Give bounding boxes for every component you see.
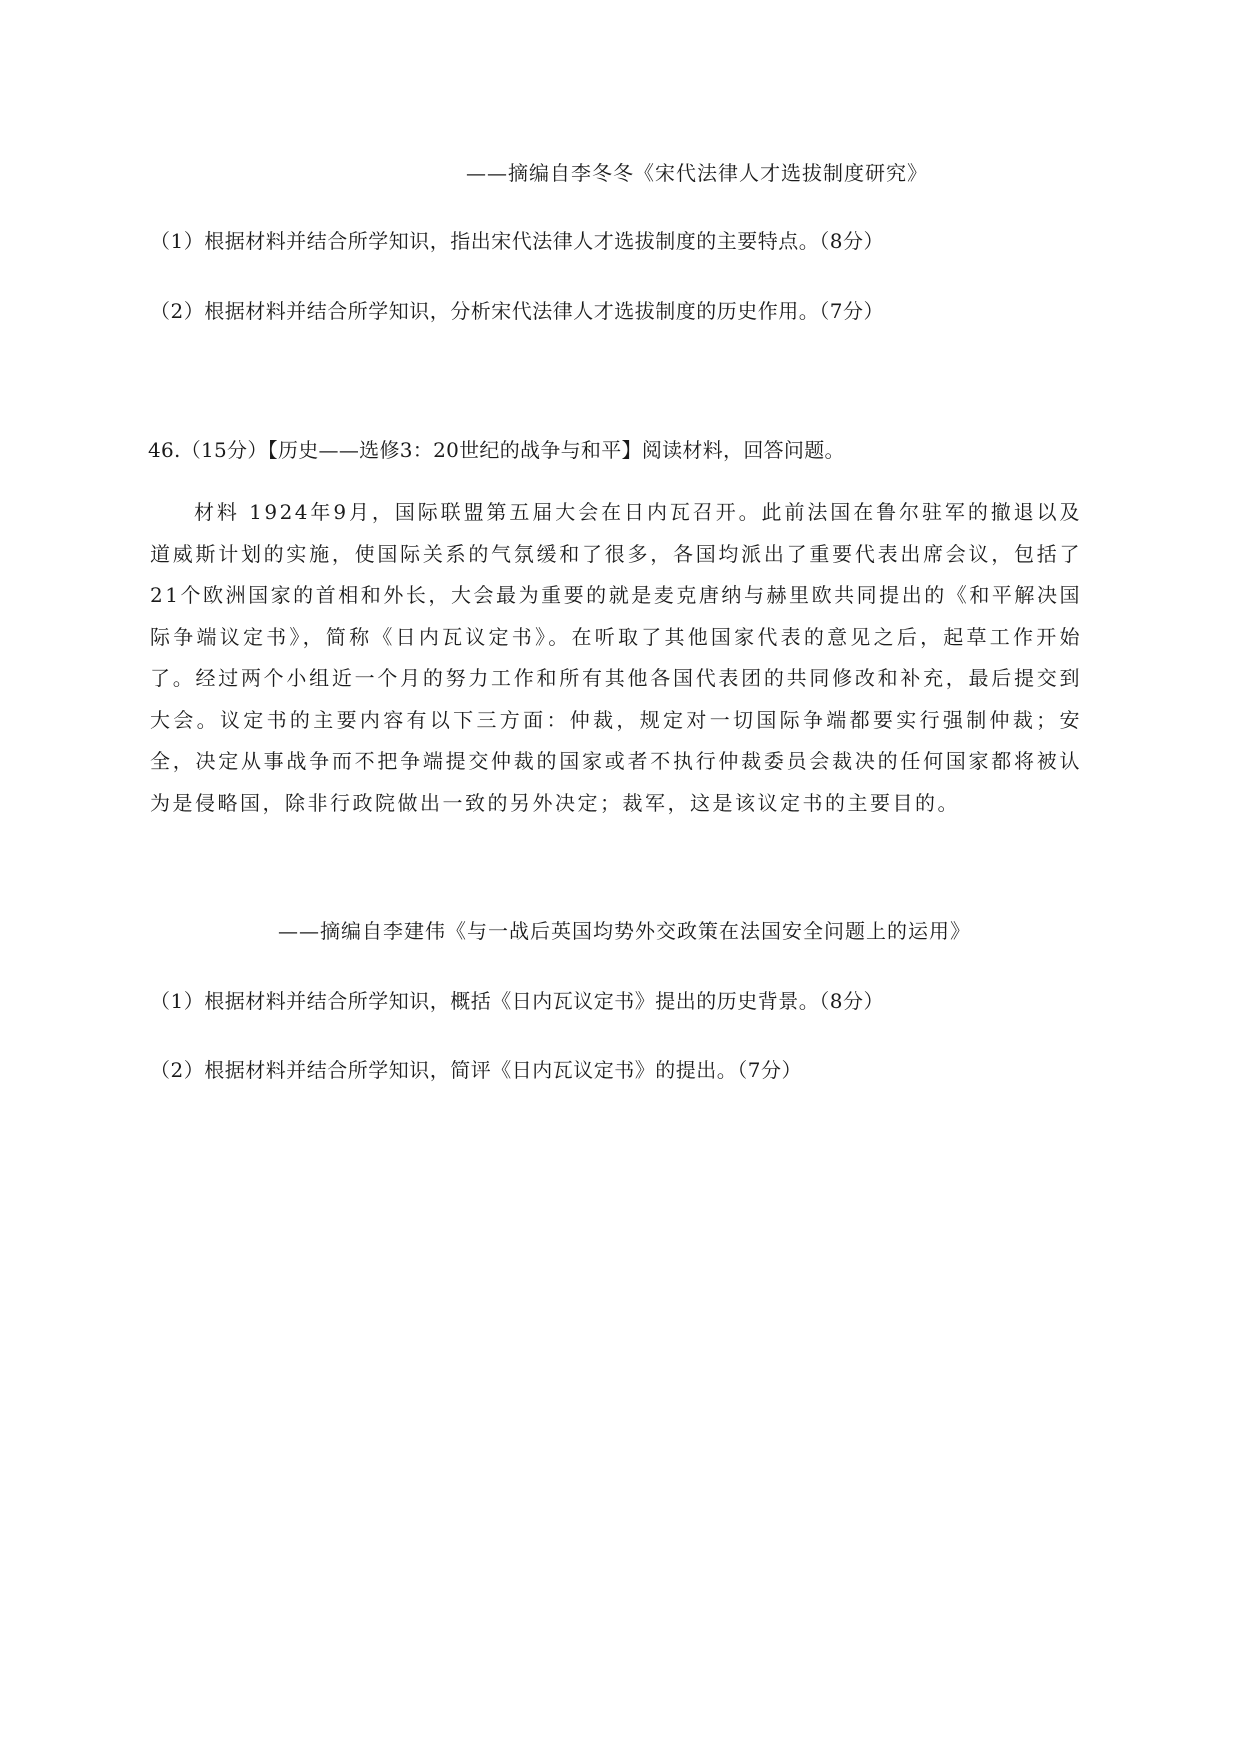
q46-material-source: ——摘编自李建伟《与一战后英国均势外交政策在法国安全问题上的运用》 — [278, 919, 971, 943]
q46-material-paragraph: 材料 1924年9月，国际联盟第五届大会在日内瓦召开。此前法国在鲁尔驻军的撤退以及道威斯计划的实施，使国际关系的气氛缓和了很多，各国均派出了重要代表出席会议，包括了21个欧洲国家的首相和外长，大会最为重要的就是麦克唐纳与赫里欧共同提出的《和平解决国际争端议定书》，简称《日内瓦议定书》。在听取了其他国家代表的意见之后，起草工作开始了。经过两个小组近一个月的努力工作和所有其他各国代表团的共同修改和补充，最后提交到大会。议定书的主要内容有以下三方面：仲裁，规定对一切国际争端都要实行强制仲裁；安全，决定从事战争而不把争端提交仲裁的国家或者不执行仲裁委员会裁决的任何国家都将被认为是侵略国，除非行政院做出一致的另外决定；裁军，这是该议定书的主要目的。 — [150, 500, 1082, 815]
q45-question-1: （1）根据材料并结合所学知识，指出宋代法律人才选拔制度的主要特点。（8分） — [150, 229, 884, 253]
q46-question-2: （2）根据材料并结合所学知识，简评《日内瓦议定书》的提出。（7分） — [150, 1058, 802, 1082]
q45-material-source: ——摘编自李冬冬《宋代法律人才选拔制度研究》 — [466, 161, 928, 185]
q45-question-2: （2）根据材料并结合所学知识，分析宋代法律人才选拔制度的历史作用。（7分） — [150, 299, 884, 323]
q46-question-1: （1）根据材料并结合所学知识，概括《日内瓦议定书》提出的历史背景。（8分） — [150, 989, 884, 1013]
q46-header: 46.（15分）【历史——选修3：20世纪的战争与和平】阅读材料，回答问题。 — [148, 438, 845, 462]
